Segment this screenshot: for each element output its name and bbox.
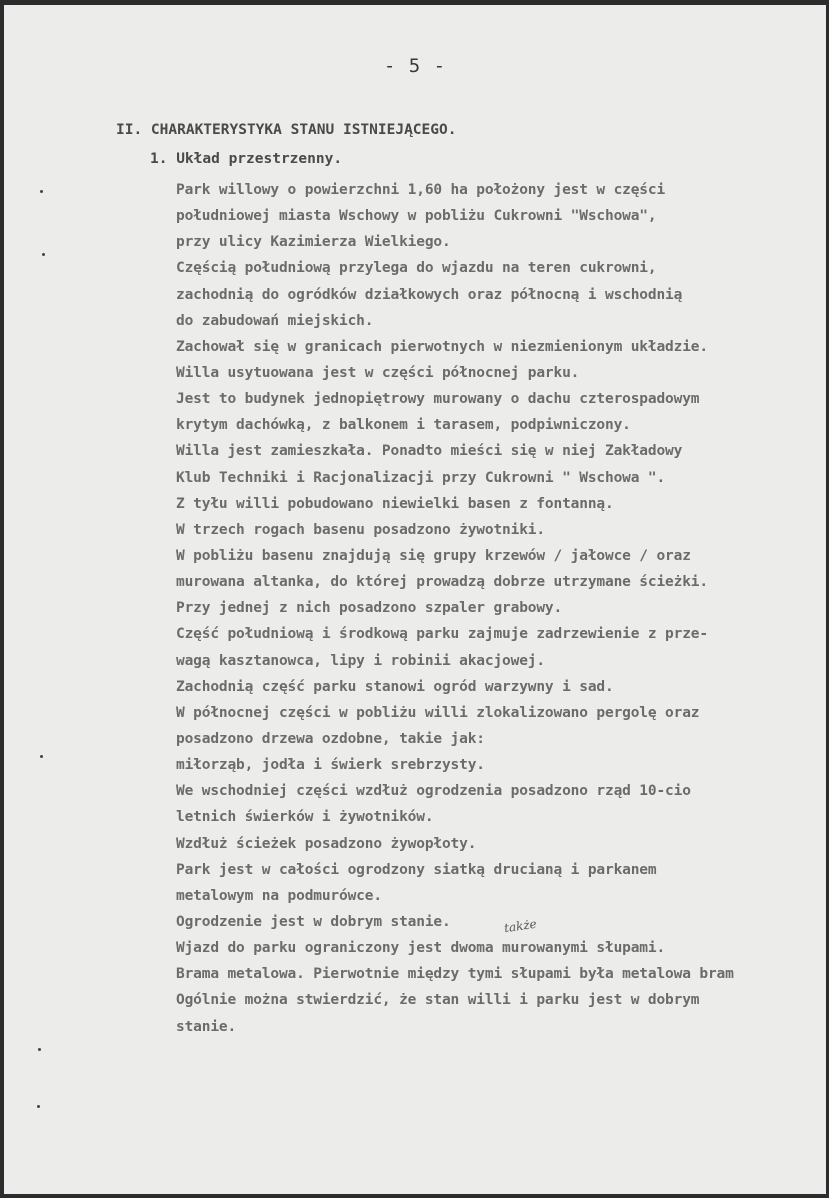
body-line: Część południową i środkową parku zajmuje zadrzewienie z prze- xyxy=(176,626,708,643)
body-line: We wschodniej części wzdłuż ogrodzenia posadzono rząd 10-cio xyxy=(176,783,691,800)
body-line: Park willowy o powierzchni 1,60 ha położony jest w części xyxy=(176,182,666,198)
body-line: Willa jest zamieszkała. Ponadto mieści się w niej Zakładowy xyxy=(176,443,683,460)
body-line: Park jest w całości ogrodzony siatką drucianą i parkanem xyxy=(176,861,657,878)
body-line: miłorząb, jodła i świerk srebrzysty. xyxy=(176,757,485,774)
body-line: posadzono drzewa ozdobne, takie jak: xyxy=(176,730,485,747)
body-line: Ogrodzenie jest w dobrym stanie. xyxy=(176,913,451,930)
document-page xyxy=(4,5,826,1194)
body-line: do zabudowań miejskich. xyxy=(176,312,374,329)
body-text xyxy=(176,177,826,1040)
body-line: Wzdłuż ścieżek posadzono żywopłoty. xyxy=(176,835,477,852)
body-line: Z tyłu willi pobudowano niewielki basen z fontanną. xyxy=(176,495,614,512)
page-number: - 5 - xyxy=(383,55,447,77)
margin-speck xyxy=(42,253,45,256)
body-line: Willa usytuowana jest w części północnej parku. xyxy=(176,364,580,381)
body-line: stanie. xyxy=(176,1018,237,1035)
body-line: Wjazd do parku ograniczony jest dwoma murowanymi słupami. xyxy=(176,940,666,957)
margin-speck xyxy=(38,1048,41,1051)
section-heading: II. CHARAKTERYSTYKA STANU ISTNIEJĄCEGO. xyxy=(116,122,457,138)
margin-speck xyxy=(40,190,43,193)
subsection-heading: 1. Układ przestrzenny. xyxy=(150,151,343,167)
body-line: W pobliżu basenu znajdują się grupy krzewów / jałowce / oraz xyxy=(176,547,691,564)
body-line: wagą kasztanowca, lipy i robinii akacjowej. xyxy=(176,652,545,669)
body-line: przy ulicy Kazimierza Wielkiego. xyxy=(176,234,451,251)
body-line: Jest to budynek jednopiętrowy murowany o dachu czterospadowym xyxy=(176,391,700,408)
body-line: Brama metalowa. Pierwotnie między tymi słupami była metalowa bram xyxy=(176,966,734,983)
margin-speck xyxy=(37,1105,40,1108)
body-line: letnich świerków i żywotników. xyxy=(176,809,434,826)
body-line: Zachował się w granicach pierwotnych w niezmienionym układzie. xyxy=(176,338,708,355)
body-line: Częścią południową przylega do wjazdu na teren cukrowni, xyxy=(176,260,657,277)
body-line: Zachodnią część parku stanowi ogród warzywny i sad. xyxy=(176,678,614,695)
margin-speck xyxy=(40,755,43,758)
body-line: metalowym na podmurówce. xyxy=(176,887,382,904)
handwritten-note: także xyxy=(503,916,538,936)
body-line: Klub Techniki i Racjonalizacji przy Cukrowni " Wschowa ". xyxy=(176,469,666,486)
body-line: W trzech rogach basenu posadzono żywotniki. xyxy=(176,521,545,538)
body-line: południowej miasta Wschowy w pobliżu Cukrowni "Wschowa", xyxy=(176,208,657,225)
body-line: murowana altanka, do której prowadzą dobrze utrzymane ścieżki. xyxy=(176,574,708,591)
body-line: zachodnią do ogródków działkowych oraz północną i wschodnią xyxy=(176,286,683,303)
body-line: krytym dachówką, z balkonem i tarasem, podpiwniczony. xyxy=(176,417,631,434)
body-line: W północnej części w pobliżu willi zlokalizowano pergolę oraz xyxy=(176,704,700,721)
body-line: Przy jednej z nich posadzono szpaler grabowy. xyxy=(176,600,563,617)
body-line: Ogólnie można stwierdzić, że stan willi i parku jest w dobrym xyxy=(176,992,700,1009)
